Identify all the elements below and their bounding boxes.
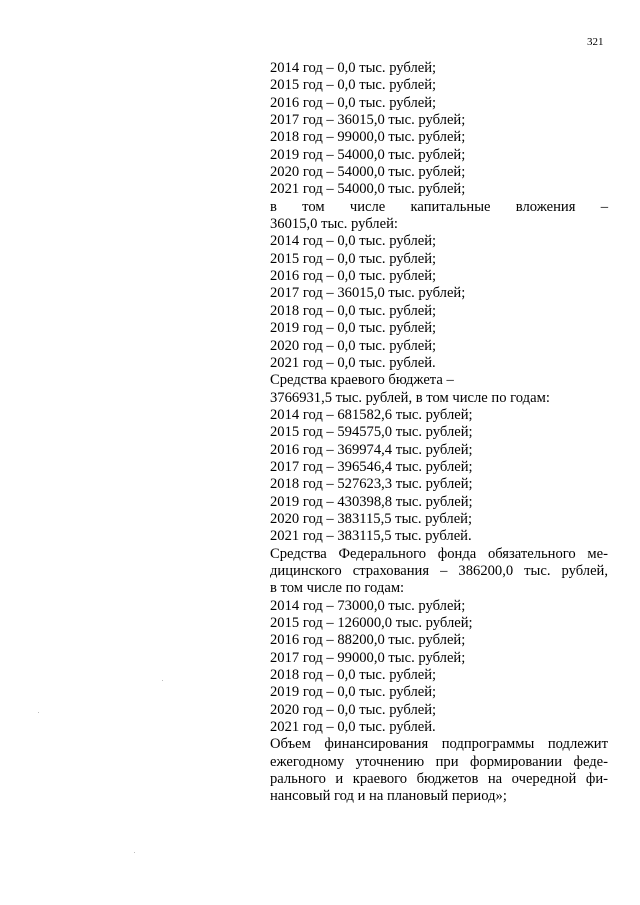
text-line: 2014 год – 0,0 тыс. рублей; — [270, 60, 437, 76]
text-line: Объем финансирования подпрограммы подлежит — [270, 736, 608, 753]
text-line: 3766931,5 тыс. рублей, в том числе по годам: — [270, 389, 550, 406]
text-line: 2015 год – 126000,0 тыс. рублей; — [270, 615, 473, 631]
text-line: 2017 год – 36015,0 тыс. рублей; — [270, 112, 466, 129]
text-line: 2021 год – 54000,0 тыс. рублей; — [270, 181, 466, 198]
text-line: 2020 год – 383115,5 тыс. рублей; — [270, 510, 473, 527]
text-line: ежегодному уточнению при формировании феде- — [270, 753, 608, 770]
document-text-block — [270, 60, 608, 806]
text-line: 2016 год – 369974,4 тыс. рублей; — [270, 441, 473, 458]
text-line: 2016 год – 0,0 тыс. рублей; — [270, 94, 437, 111]
text-line: в том числе по годам: — [270, 580, 405, 597]
text-line: 2016 год – 0,0 тыс. рублей; — [270, 268, 437, 285]
text-line: 2020 год – 0,0 тыс. рублей; — [270, 337, 437, 354]
text-line: Средства краевого бюджета – — [270, 372, 454, 389]
scan-speck — [162, 680, 163, 681]
scan-speck — [134, 852, 135, 853]
text-line: 2021 год – 0,0 тыс. рублей. — [270, 354, 436, 371]
text-line: 36015,0 тыс. рублей: — [270, 216, 398, 233]
text-line: 2021 год – 383115,5 тыс. рублей. — [270, 528, 472, 545]
text-line: 2015 год – 594575,0 тыс. рублей; — [270, 424, 473, 441]
text-line: 2018 год – 99000,0 тыс. рублей; — [270, 129, 466, 146]
text-line: 2019 год – 0,0 тыс. рублей; — [270, 320, 437, 337]
text-line: рального и краевого бюджетов на очередной фи- — [270, 771, 608, 788]
text-line: 2017 год – 99000,0 тыс. рублей; — [270, 649, 466, 666]
text-line: в том числе капитальные вложения – — [270, 198, 608, 215]
scan-speck — [38, 712, 39, 713]
text-line: 2017 год – 36015,0 тыс. рублей; — [270, 285, 466, 302]
text-line: дицинского страхования – 386200,0 тыс. рублей, — [270, 562, 608, 579]
text-line: 2019 год – 430398,8 тыс. рублей; — [270, 493, 473, 510]
text-line: 2018 год – 527623,3 тыс. рублей; — [270, 476, 473, 493]
text-line: 2014 год – 73000,0 тыс. рублей; — [270, 597, 466, 614]
text-line: 2019 год – 54000,0 тыс. рублей; — [270, 146, 466, 163]
text-line: 2021 год – 0,0 тыс. рублей. — [270, 719, 436, 736]
text-line: 2020 год – 54000,0 тыс. рублей; — [270, 164, 466, 181]
text-line: 2014 год – 681582,6 тыс. рублей; — [270, 406, 473, 423]
text-line: 2017 год – 396546,4 тыс. рублей; — [270, 458, 473, 475]
text-line: нансовый год и на плановый период»; — [270, 788, 507, 805]
text-line: 2020 год – 0,0 тыс. рублей; — [270, 701, 437, 718]
text-line: Средства Федерального фонда обязательного ме- — [270, 545, 608, 562]
text-line: 2018 год – 0,0 тыс. рублей; — [270, 667, 437, 684]
text-line: 2014 год – 0,0 тыс. рублей; — [270, 233, 437, 250]
text-line: 2015 год – 0,0 тыс. рублей; — [270, 250, 437, 267]
text-line: 2015 год – 0,0 тыс. рублей; — [270, 77, 437, 94]
text-line: 2019 год – 0,0 тыс. рублей; — [270, 684, 437, 701]
text-line: 2016 год – 88200,0 тыс. рублей; — [270, 632, 466, 649]
page-number: 321 — [587, 36, 604, 48]
text-line: 2018 год – 0,0 тыс. рублей; — [270, 302, 437, 319]
